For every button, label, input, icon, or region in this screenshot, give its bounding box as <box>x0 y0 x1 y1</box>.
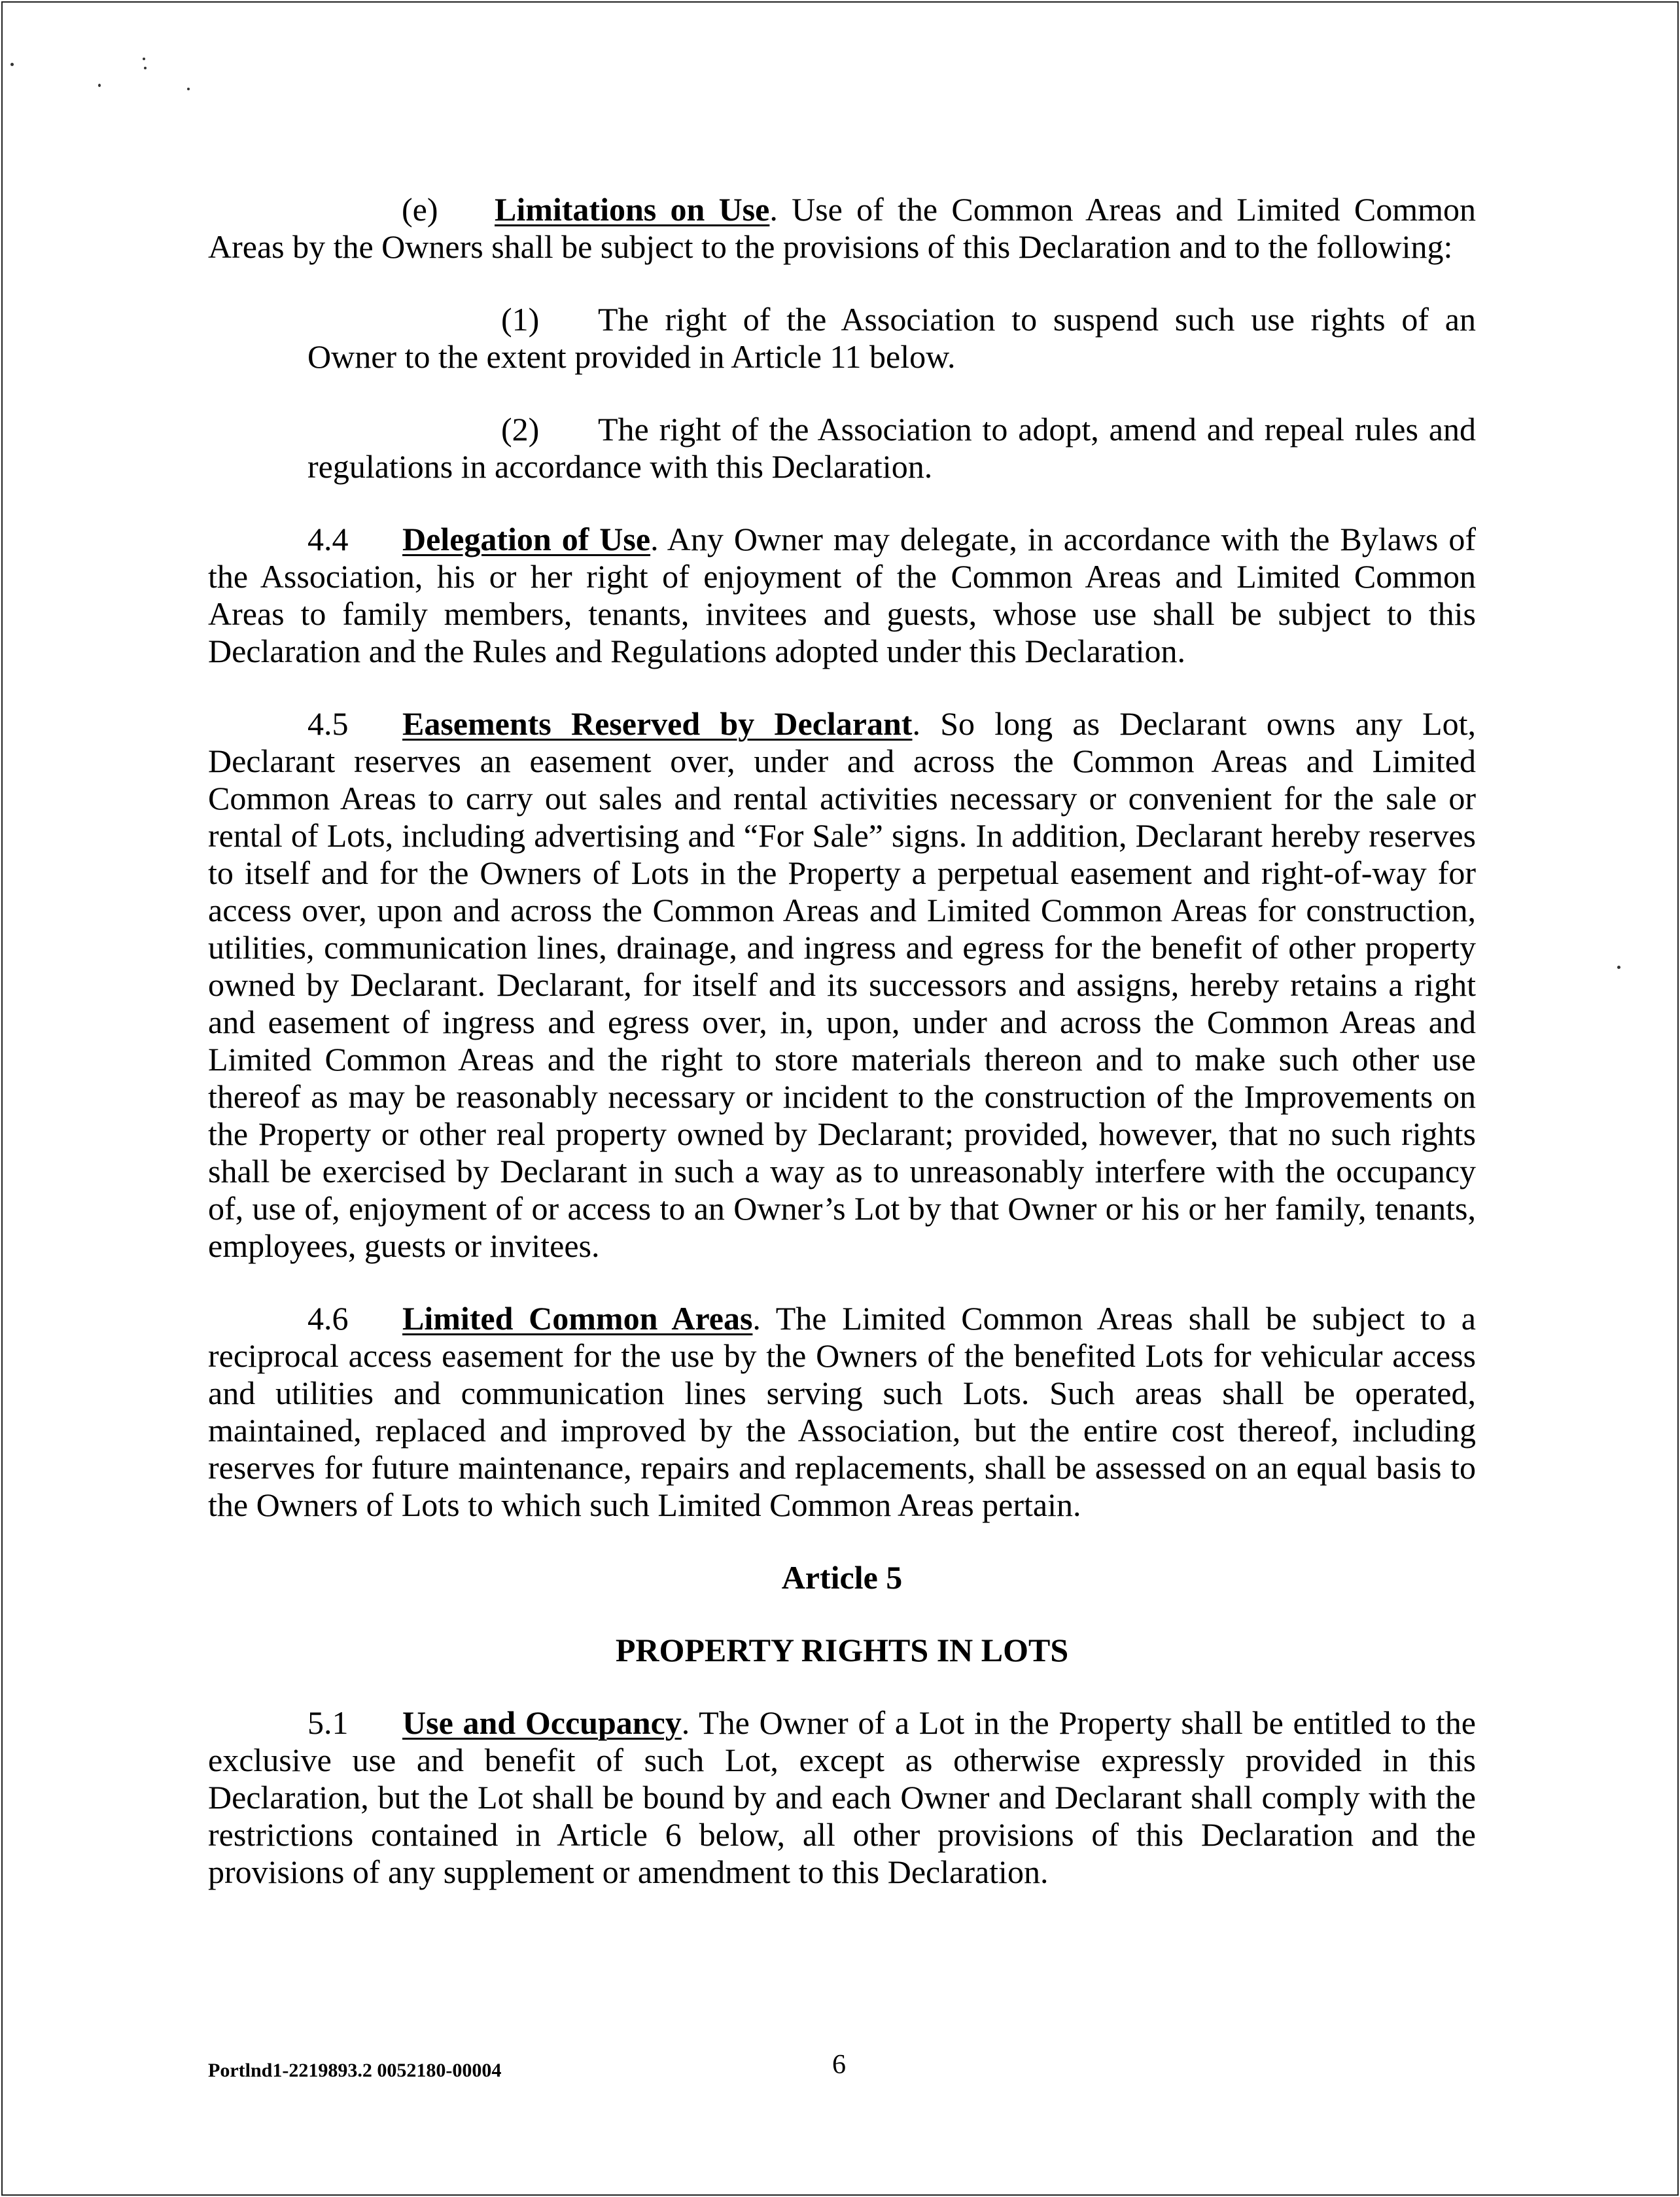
footer-document-reference: Portlnd1-2219893.2 0052180-00004 <box>208 2060 502 2081</box>
section-text: . The Limited Common Areas shall be subject to a reciprocal access easement for the use by the Owners of the benefited Lots for vehicular access and utilities and communication lines serving such Lots. Such areas shall be operated, maintained, replaced and improved by the Association, but the entire cost thereof, including reserves for future maintenance, repairs and replacements, shall be assessed on an equal basis to the Owners of Lots to which such Limited Common Areas pertain. <box>208 1300 1476 1523</box>
document-body <box>208 191 1476 1891</box>
article-title: PROPERTY RIGHTS IN LOTS <box>615 1632 1069 1668</box>
section-number: (e) <box>402 191 438 228</box>
section-number: 4.4 <box>307 521 349 557</box>
scan-speck <box>143 58 145 60</box>
paragraph-item-2 <box>307 411 1476 485</box>
section-text: . The Owner of a Lot in the Property shall be entitled to the exclusive use and benefit of such Lot, except as otherwise expressly provided in this Declaration, but the Lot shall be bound by and each Owner and Declarant shall comply with the restrictions contained in Article 6 below, all other provisions of this Declaration and the provisions of any supplement or amendment to this Declaration. <box>208 1704 1477 1890</box>
section-title: Easements Reserved by Declarant <box>402 705 913 742</box>
scan-speck <box>1617 966 1620 969</box>
section-number: 5.1 <box>307 1704 349 1741</box>
item-text: The right of the Association to adopt, amend and repeal rules and regulations in accordance with this Declaration. <box>307 411 1476 485</box>
paragraph-delegation-of-use <box>208 521 1476 670</box>
item-number: (2) <box>501 411 540 448</box>
scan-speck <box>144 67 147 69</box>
section-title: Limited Common Areas <box>402 1300 753 1337</box>
item-text: The right of the Association to suspend such use rights of an Owner to the extent provided in Article 11 below. <box>307 301 1476 375</box>
item-number: (1) <box>501 301 540 338</box>
section-title: Limitations on Use <box>495 191 770 228</box>
scan-speck <box>98 84 101 87</box>
paragraph-limitations-on-use <box>208 191 1476 266</box>
section-title: Use and Occupancy <box>402 1704 682 1741</box>
scan-speck <box>10 63 14 66</box>
article-heading: Article 5 <box>781 1559 903 1596</box>
scan-speck <box>187 88 190 90</box>
paragraph-limited-common-areas <box>208 1300 1476 1524</box>
paragraph-item-1 <box>307 301 1476 376</box>
section-number: 4.6 <box>307 1300 349 1337</box>
section-text: . Any Owner may delegate, in accordance with the Bylaws of the Association, his or her right of enjoyment of the Common Areas and Limited Common Areas to family members, tenants, invitees and guests, whose use shall be subject to this Declaration and the Rules and Regulations adopted under this Declaration. <box>208 521 1476 669</box>
section-title: Delegation of Use <box>402 521 651 557</box>
paragraph-use-and-occupancy <box>208 1704 1476 1891</box>
paragraph-easements-reserved <box>208 705 1476 1265</box>
section-number: 4.5 <box>307 705 349 742</box>
section-text: . Use of the Common Areas and Limited Common Areas by the Owners shall be subject to the provisions of this Declaration and to the following: <box>208 191 1476 265</box>
section-text: . So long as Declarant owns any Lot, Declarant reserves an easement over, under and across the Common Areas and Limited Common Areas to carry out sales and rental activities necessary or convenient for the sale or rental of Lots, including advertising and “For Sale” signs. In addition, Declarant hereby reserves to itself and for the Owners of Lots in the Property a perpetual easement and right-of-way for access over, upon and across the Common Areas and Limited Common Areas for construction, utilities, communication lines, drainage, and ingress and egress for the benefit of other property owned by Declarant. Declarant, for itself and its successors and assigns, hereby retains a right and easement of ingress and egress over, in, upon, under and across the Common Areas and Limited Common Areas and the right to store materials thereon and to make such other use thereof as may be reasonably necessary or incident to the construction of the Improvements on the Property or other real property owned by Declarant; provided, however, that no such rights shall be exercised by Declarant in such a way as to unreasonably interfere with the occupancy of, use of, enjoyment of or access to an Owner’s Lot by that Owner or his or her family, tenants, employees, guests or invitees. <box>208 705 1476 1264</box>
page-number: 6 <box>832 2050 846 2080</box>
